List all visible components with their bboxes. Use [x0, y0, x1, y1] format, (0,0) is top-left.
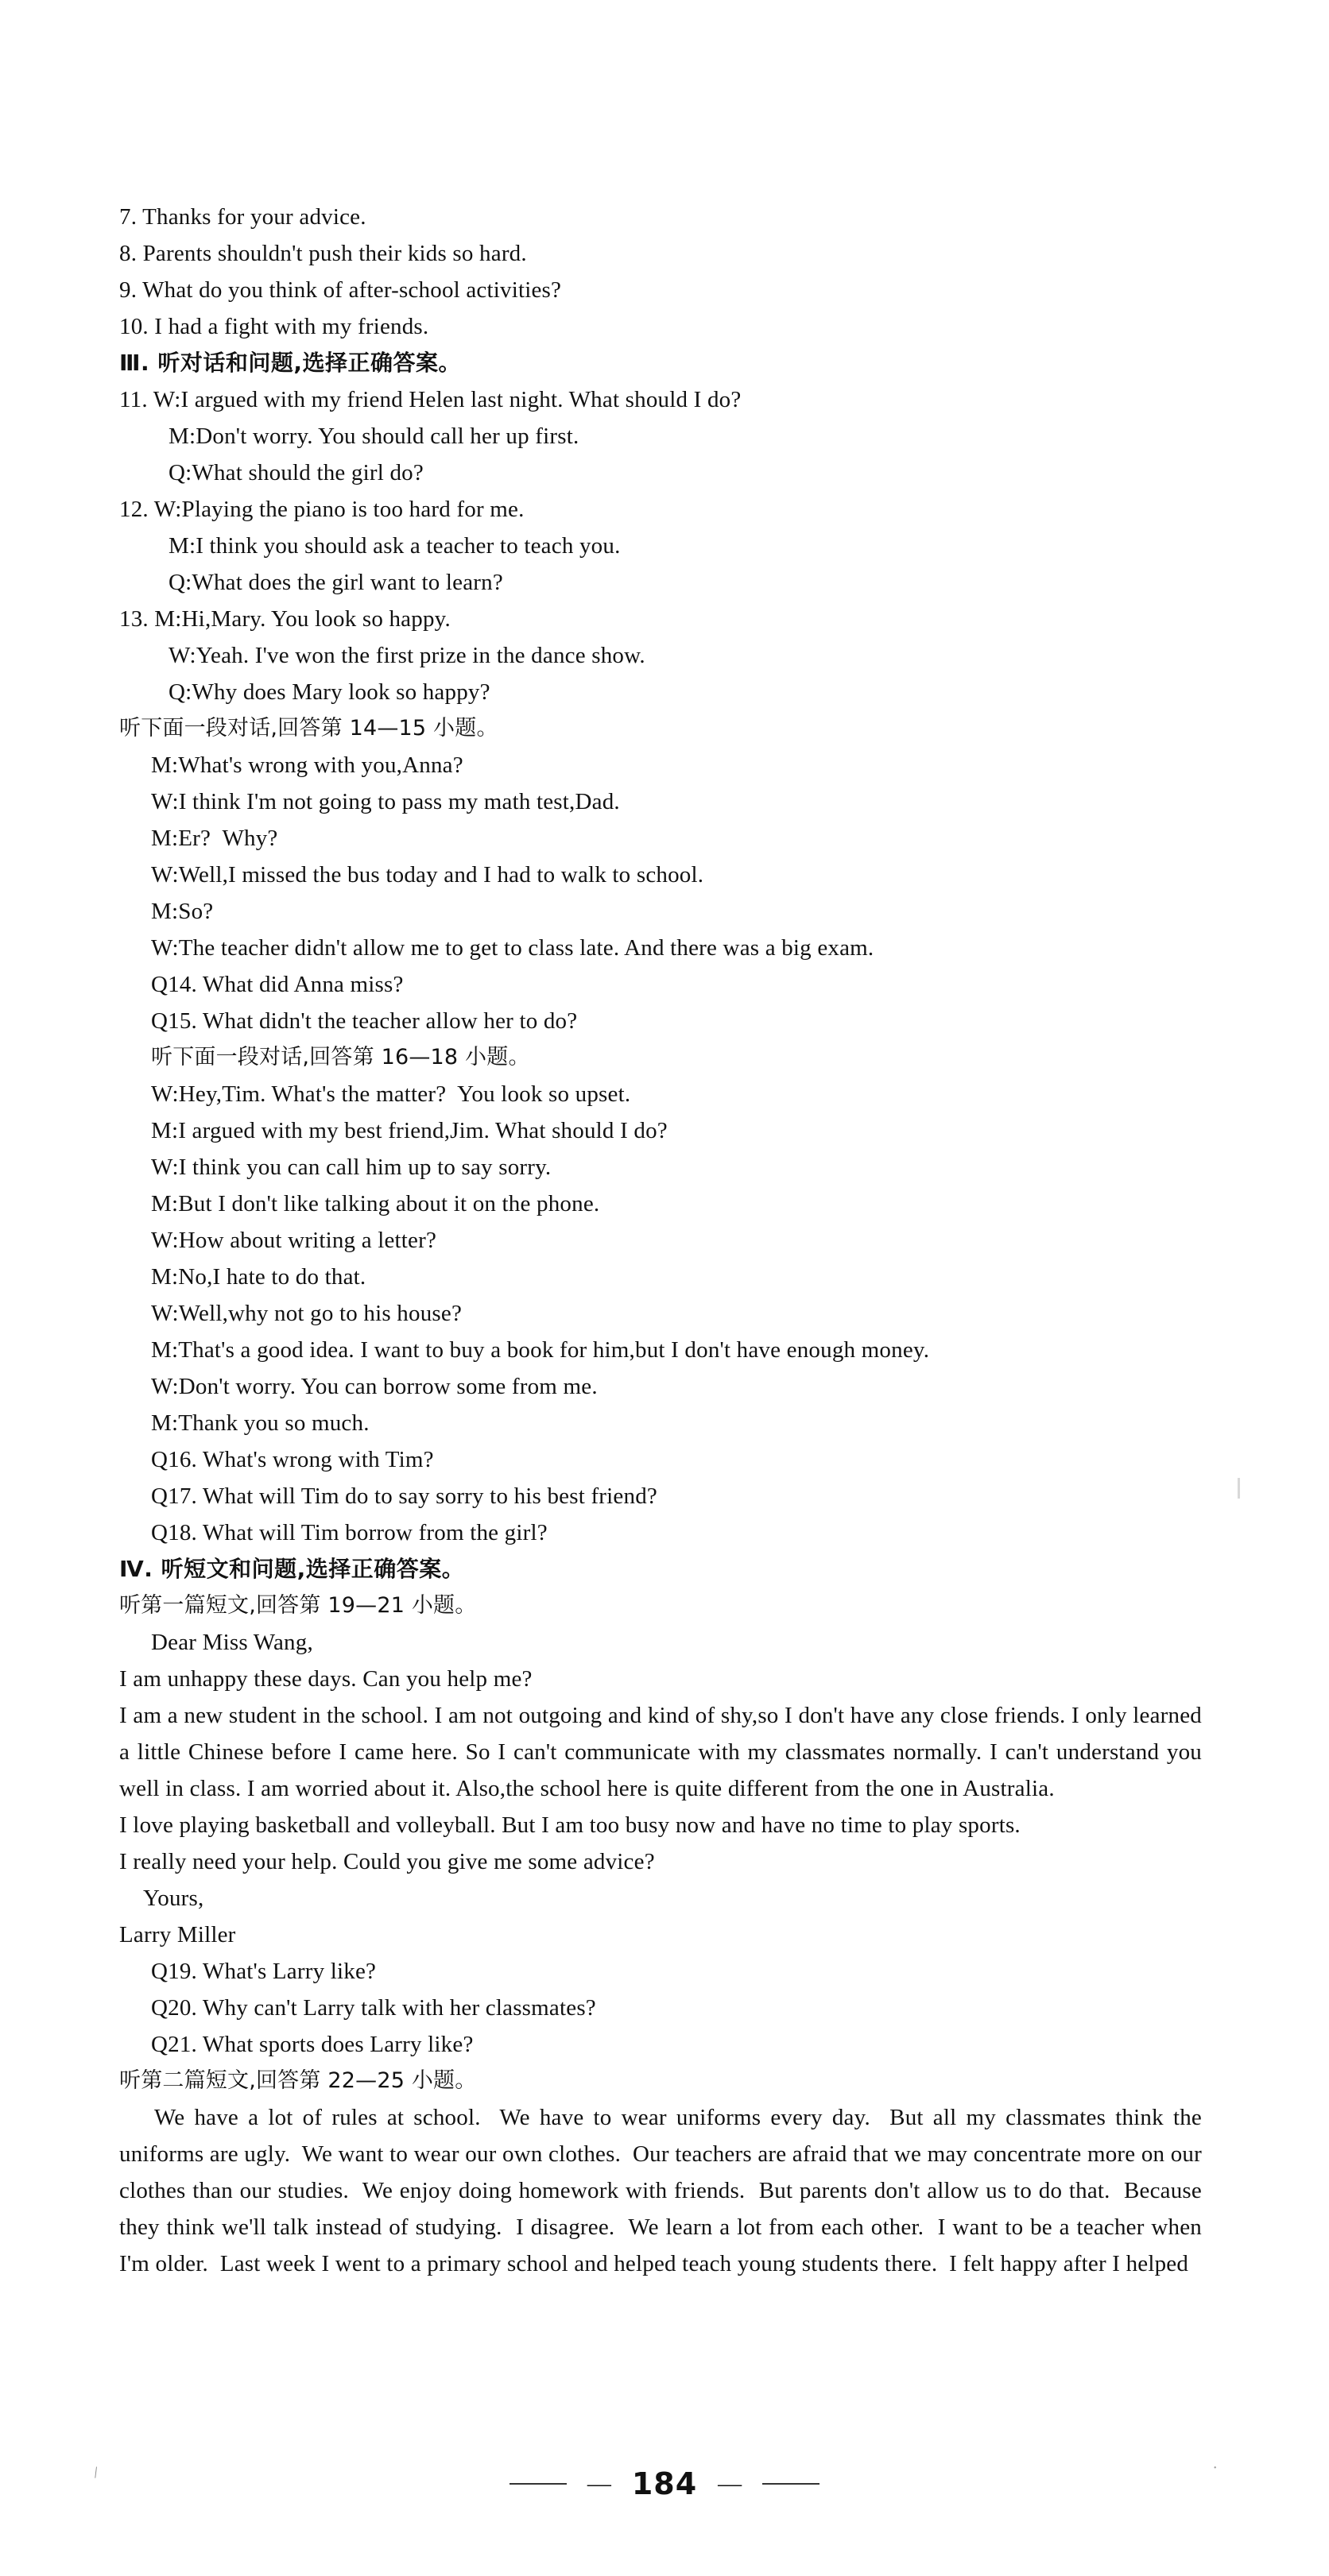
passage-1-paragraph-4: I really need your help. Could you give me some advice?: [119, 1849, 655, 1874]
long-dialogue-2-question-17: Q17. What will Tim do to say sorry to his best friend?: [151, 1483, 657, 1509]
page-footer: [0, 2460, 1329, 2508]
long-dialogue-1-question-14: Q14. What did Anna miss?: [151, 972, 404, 997]
long-dialogue-2-line-4: M:But I don't like talking about it on the phone.: [151, 1191, 600, 1216]
dialogue-12-line-3: Q:What does the girl want to learn?: [169, 570, 503, 595]
long-dialogue-2-line-3: W:I think you can call him up to say sorry.: [151, 1155, 552, 1180]
long-dialogue-2-line-6: M:No,I hate to do that.: [151, 1264, 366, 1290]
passage-2-body: We have a lot of rules at school. We have to wear uniforms every day. But all my classmates think the uniforms are ugly. We want to wear our own clothes. Our teachers are afraid that we may concentrate more on our clothes than our studies. We enjoy doing homework with friends. But parents don't allow us to do that. Because they think we'll talk instead of studying. I disagree. We learn a lot from each other. I want to be a teacher when I'm older. Last week I went to a primary school and helped teach young students there. I felt happy after I helped: [119, 2105, 1208, 2276]
passage-1-signature: Larry Miller: [119, 1922, 236, 1947]
passage-1-closing: Yours,: [143, 1886, 204, 1911]
passage-1-question-19: Q19. What's Larry like?: [151, 1959, 377, 1984]
long-dialogue-1-line-4: W:Well,I missed the bus today and I had to walk to school.: [151, 862, 704, 888]
long-dialogue-2-question-16: Q16. What's wrong with Tim?: [151, 1447, 434, 1472]
corner-mark-left: /: [91, 2463, 100, 2482]
long-dialogue-1-heading: 听下面一段对话,回答第 14—15 小题。: [119, 716, 498, 741]
item-8: 8. Parents shouldn't push their kids so hard.: [119, 241, 527, 266]
footer-rule-right: [762, 2483, 819, 2485]
long-dialogue-2-line-2: M:I argued with my best friend,Jim. What should I do?: [151, 1118, 668, 1143]
footer-rule-left: [510, 2483, 567, 2485]
dialogue-12-line-2: M:I think you should ask a teacher to teach you.: [169, 533, 621, 559]
dialogue-11-line-3: Q:What should the girl do?: [169, 460, 424, 485]
dialogue-11-line-1: 11. W:I argued with my friend Helen last night. What should I do?: [119, 387, 742, 412]
long-dialogue-2-line-1: W:Hey,Tim. What's the matter? You look so upset.: [151, 1081, 631, 1107]
passage-1-question-20: Q20. Why can't Larry talk with her classmates?: [151, 1995, 596, 2021]
long-dialogue-1-line-5: M:So?: [151, 899, 214, 924]
passage-1-question-21: Q21. What sports does Larry like?: [151, 2032, 474, 2057]
long-dialogue-2-heading: 听下面一段对话,回答第 16—18 小题。: [151, 1045, 530, 1069]
passage-1-paragraph-1: I am unhappy these days. Can you help me?: [119, 1666, 533, 1692]
dialogue-13-line-1: 13. M:Hi,Mary. You look so happy.: [119, 606, 451, 632]
page-edge-mark: [1238, 1478, 1240, 1499]
long-dialogue-2-question-18: Q18. What will Tim borrow from the girl?: [151, 1520, 548, 1545]
dialogue-11-line-2: M:Don't worry. You should call her up first.: [169, 424, 579, 449]
footer-dash-left: —: [587, 2470, 611, 2497]
long-dialogue-1-question-15: Q15. What didn't the teacher allow her to do?: [151, 1008, 578, 1034]
dialogue-13-line-2: W:Yeah. I've won the first prize in the dance show.: [169, 643, 645, 668]
passage-1-heading: 听第一篇短文,回答第 19—21 小题。: [119, 1593, 477, 1618]
page-number: 184: [631, 2466, 698, 2501]
long-dialogue-2-line-9: W:Don't worry. You can borrow some from me.: [151, 1374, 598, 1399]
long-dialogue-2-line-5: W:How about writing a letter?: [151, 1228, 437, 1253]
corner-mark-right: ·: [1212, 2459, 1218, 2477]
passage-1-paragraph-3: I love playing basketball and volleyball. But I am too busy now and have no time to play sports.: [119, 1812, 1021, 1838]
passage-2-heading: 听第二篇短文,回答第 22—25 小题。: [119, 2068, 477, 2093]
item-10: 10. I had a fight with my friends.: [119, 314, 429, 339]
passage-1-paragraph-2: I am a new student in the school. I am not outgoing and kind of shy,so I don't have any close friends. I only learned a little Chinese before I came here. So I can't communicate with my classmates normally. I can't understand you well in class. I am worried about it. Also,the school here is quite different from the one in Australia.: [119, 1703, 1208, 1801]
item-7: 7. Thanks for your advice.: [119, 204, 366, 230]
dialogue-13-line-3: Q:Why does Mary look so happy?: [169, 679, 490, 705]
footer-dash-right: —: [718, 2470, 742, 2497]
long-dialogue-1-line-2: W:I think I'm not going to pass my math test,Dad.: [151, 789, 620, 814]
long-dialogue-1-line-1: M:What's wrong with you,Anna?: [151, 752, 463, 778]
long-dialogue-2-line-8: M:That's a good idea. I want to buy a book for him,but I don't have enough money.: [151, 1337, 930, 1363]
long-dialogue-2-line-7: W:Well,why not go to his house?: [151, 1301, 463, 1326]
long-dialogue-2-line-10: M:Thank you so much.: [151, 1410, 370, 1436]
passage-1-salutation: Dear Miss Wang,: [151, 1630, 313, 1655]
item-9: 9. What do you think of after-school activities?: [119, 277, 562, 303]
section-4-heading: Ⅳ. 听短文和问题,选择正确答案。: [119, 1556, 465, 1582]
section-3-heading: Ⅲ. 听对话和问题,选择正确答案。: [119, 350, 461, 376]
long-dialogue-1-line-3: M:Er? Why?: [151, 826, 278, 851]
dialogue-12-line-1: 12. W:Playing the piano is too hard for me.: [119, 497, 525, 522]
long-dialogue-1-line-6: W:The teacher didn't allow me to get to class late. And there was a big exam.: [151, 935, 874, 961]
